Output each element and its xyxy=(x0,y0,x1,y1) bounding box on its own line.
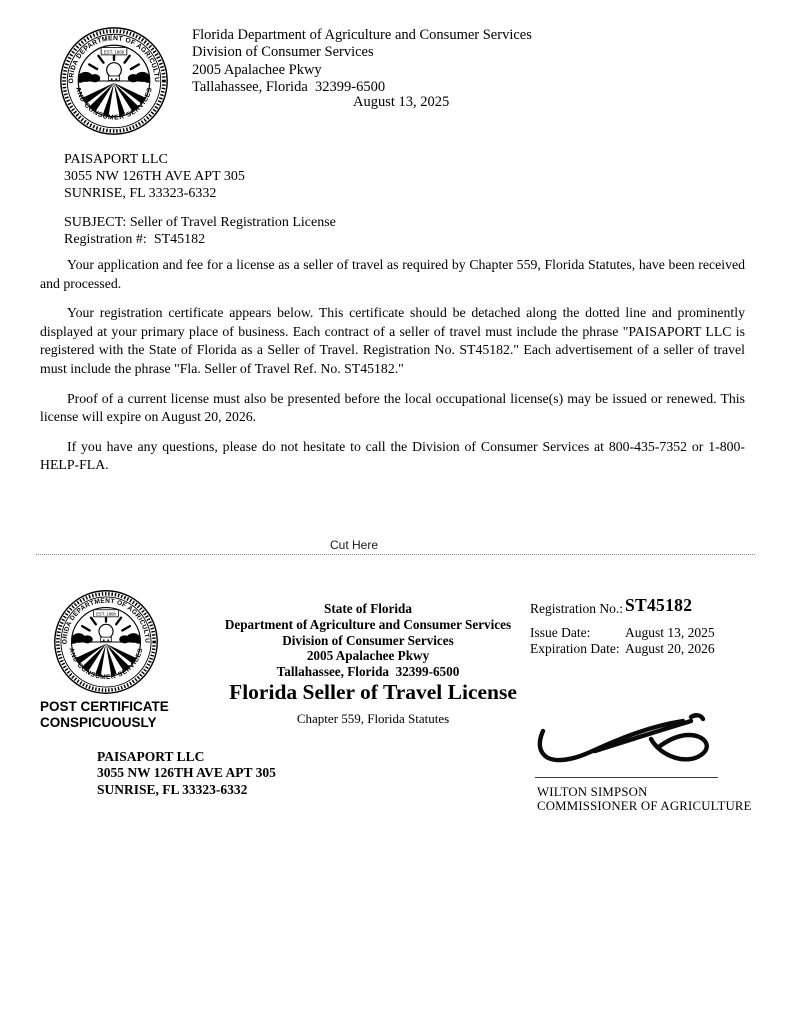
recipient-name: PAISAPORT LLC xyxy=(64,152,168,167)
registration-no-value: ST45182 xyxy=(625,595,693,615)
fdacs-seal-icon xyxy=(59,26,169,136)
letterhead-division: Division of Consumer Services xyxy=(192,44,374,61)
holder-city: SUNRISE, FL 33323-6332 xyxy=(97,781,248,797)
certificate-header xyxy=(168,601,568,680)
cert-agency: Department of Agriculture and Consumer Services xyxy=(224,616,512,632)
cut-here-dotted-line xyxy=(36,554,755,555)
body-paragraph: If you have any questions, please do not hesitate to call the Division of Consumer Services at 800-435-7352 or 1-800-HELP-FLA. xyxy=(40,438,745,473)
subject-block xyxy=(64,214,336,248)
post-certificate-notice xyxy=(40,699,169,731)
recipient-street: 3055 NW 126TH AVE APT 305 xyxy=(64,169,245,184)
cert-division: Division of Consumer Services xyxy=(282,632,454,648)
body-paragraph: Your registration certificate appears below. This certificate should be detached along the dotted line and prominently displayed at your primary place of business. Each contract of a seller of travel must include the phrase "PAISAPORT LLC is registered with the State of Florida as a Seller of Travel. Registration No. ST45182." Each advertisement of a seller of travel must include the phrase "Fla. Seller of Travel Ref. No. ST45182." xyxy=(40,305,745,376)
issue-date-value: August 13, 2025 xyxy=(625,625,715,640)
cert-street: 2005 Apalachee Pkwy xyxy=(306,648,430,664)
registration-no-label: Registration No.: xyxy=(530,601,623,616)
license-holder-address xyxy=(97,749,276,798)
letterhead xyxy=(192,27,532,96)
recipient-address xyxy=(64,151,245,202)
signature-line xyxy=(535,777,718,778)
letter-date: August 13, 2025 xyxy=(353,94,450,110)
post-notice-line: CONSPICUOUSLY xyxy=(40,715,157,730)
commissioner-signature-image xyxy=(533,709,729,773)
subject-line: SUBJECT: Seller of Travel Registration License xyxy=(64,215,336,230)
issue-date-label: Issue Date: xyxy=(530,625,591,640)
letterhead-city: Tallahassee, Florida 32399-6500 xyxy=(192,78,386,95)
letter-body xyxy=(40,256,745,486)
holder-street: 3055 NW 126TH AVE APT 305 xyxy=(97,765,276,781)
expiration-date-label: Expiration Date: xyxy=(530,641,620,656)
commissioner-title: COMMISSIONER OF AGRICULTURE xyxy=(537,799,752,813)
letterhead-agency: Florida Department of Agriculture and Consumer Services xyxy=(192,27,532,43)
registration-number-line: Registration #: ST45182 xyxy=(64,232,206,247)
holder-name: PAISAPORT LLC xyxy=(97,749,205,764)
cert-city: Tallahassee, Florida 32399-6500 xyxy=(276,664,460,680)
body-paragraph: Proof of a current license must also be presented before the local occupational license(s) may be issued or renewed. This license will expire on August 20, 2026. xyxy=(40,390,745,425)
letterhead-street: 2005 Apalachee Pkwy xyxy=(192,61,322,78)
certificate-title: Florida Seller of Travel License xyxy=(229,680,517,704)
certificate-subtitle: Chapter 559, Florida Statutes xyxy=(296,711,450,726)
cut-here-label: Cut Here xyxy=(330,538,379,552)
expiration-date-value: August 20, 2026 xyxy=(625,641,715,656)
commissioner-name: WILTON SIMPSON xyxy=(537,785,648,799)
cert-state: State of Florida xyxy=(324,601,412,616)
body-paragraph: Your application and fee for a license as a seller of travel as required by Chapter 559, Florida Statutes, have been received and processed. xyxy=(40,257,745,291)
recipient-city: SUNRISE, FL 33323-6332 xyxy=(64,186,217,201)
post-notice-line: POST CERTIFICATE xyxy=(40,699,169,714)
